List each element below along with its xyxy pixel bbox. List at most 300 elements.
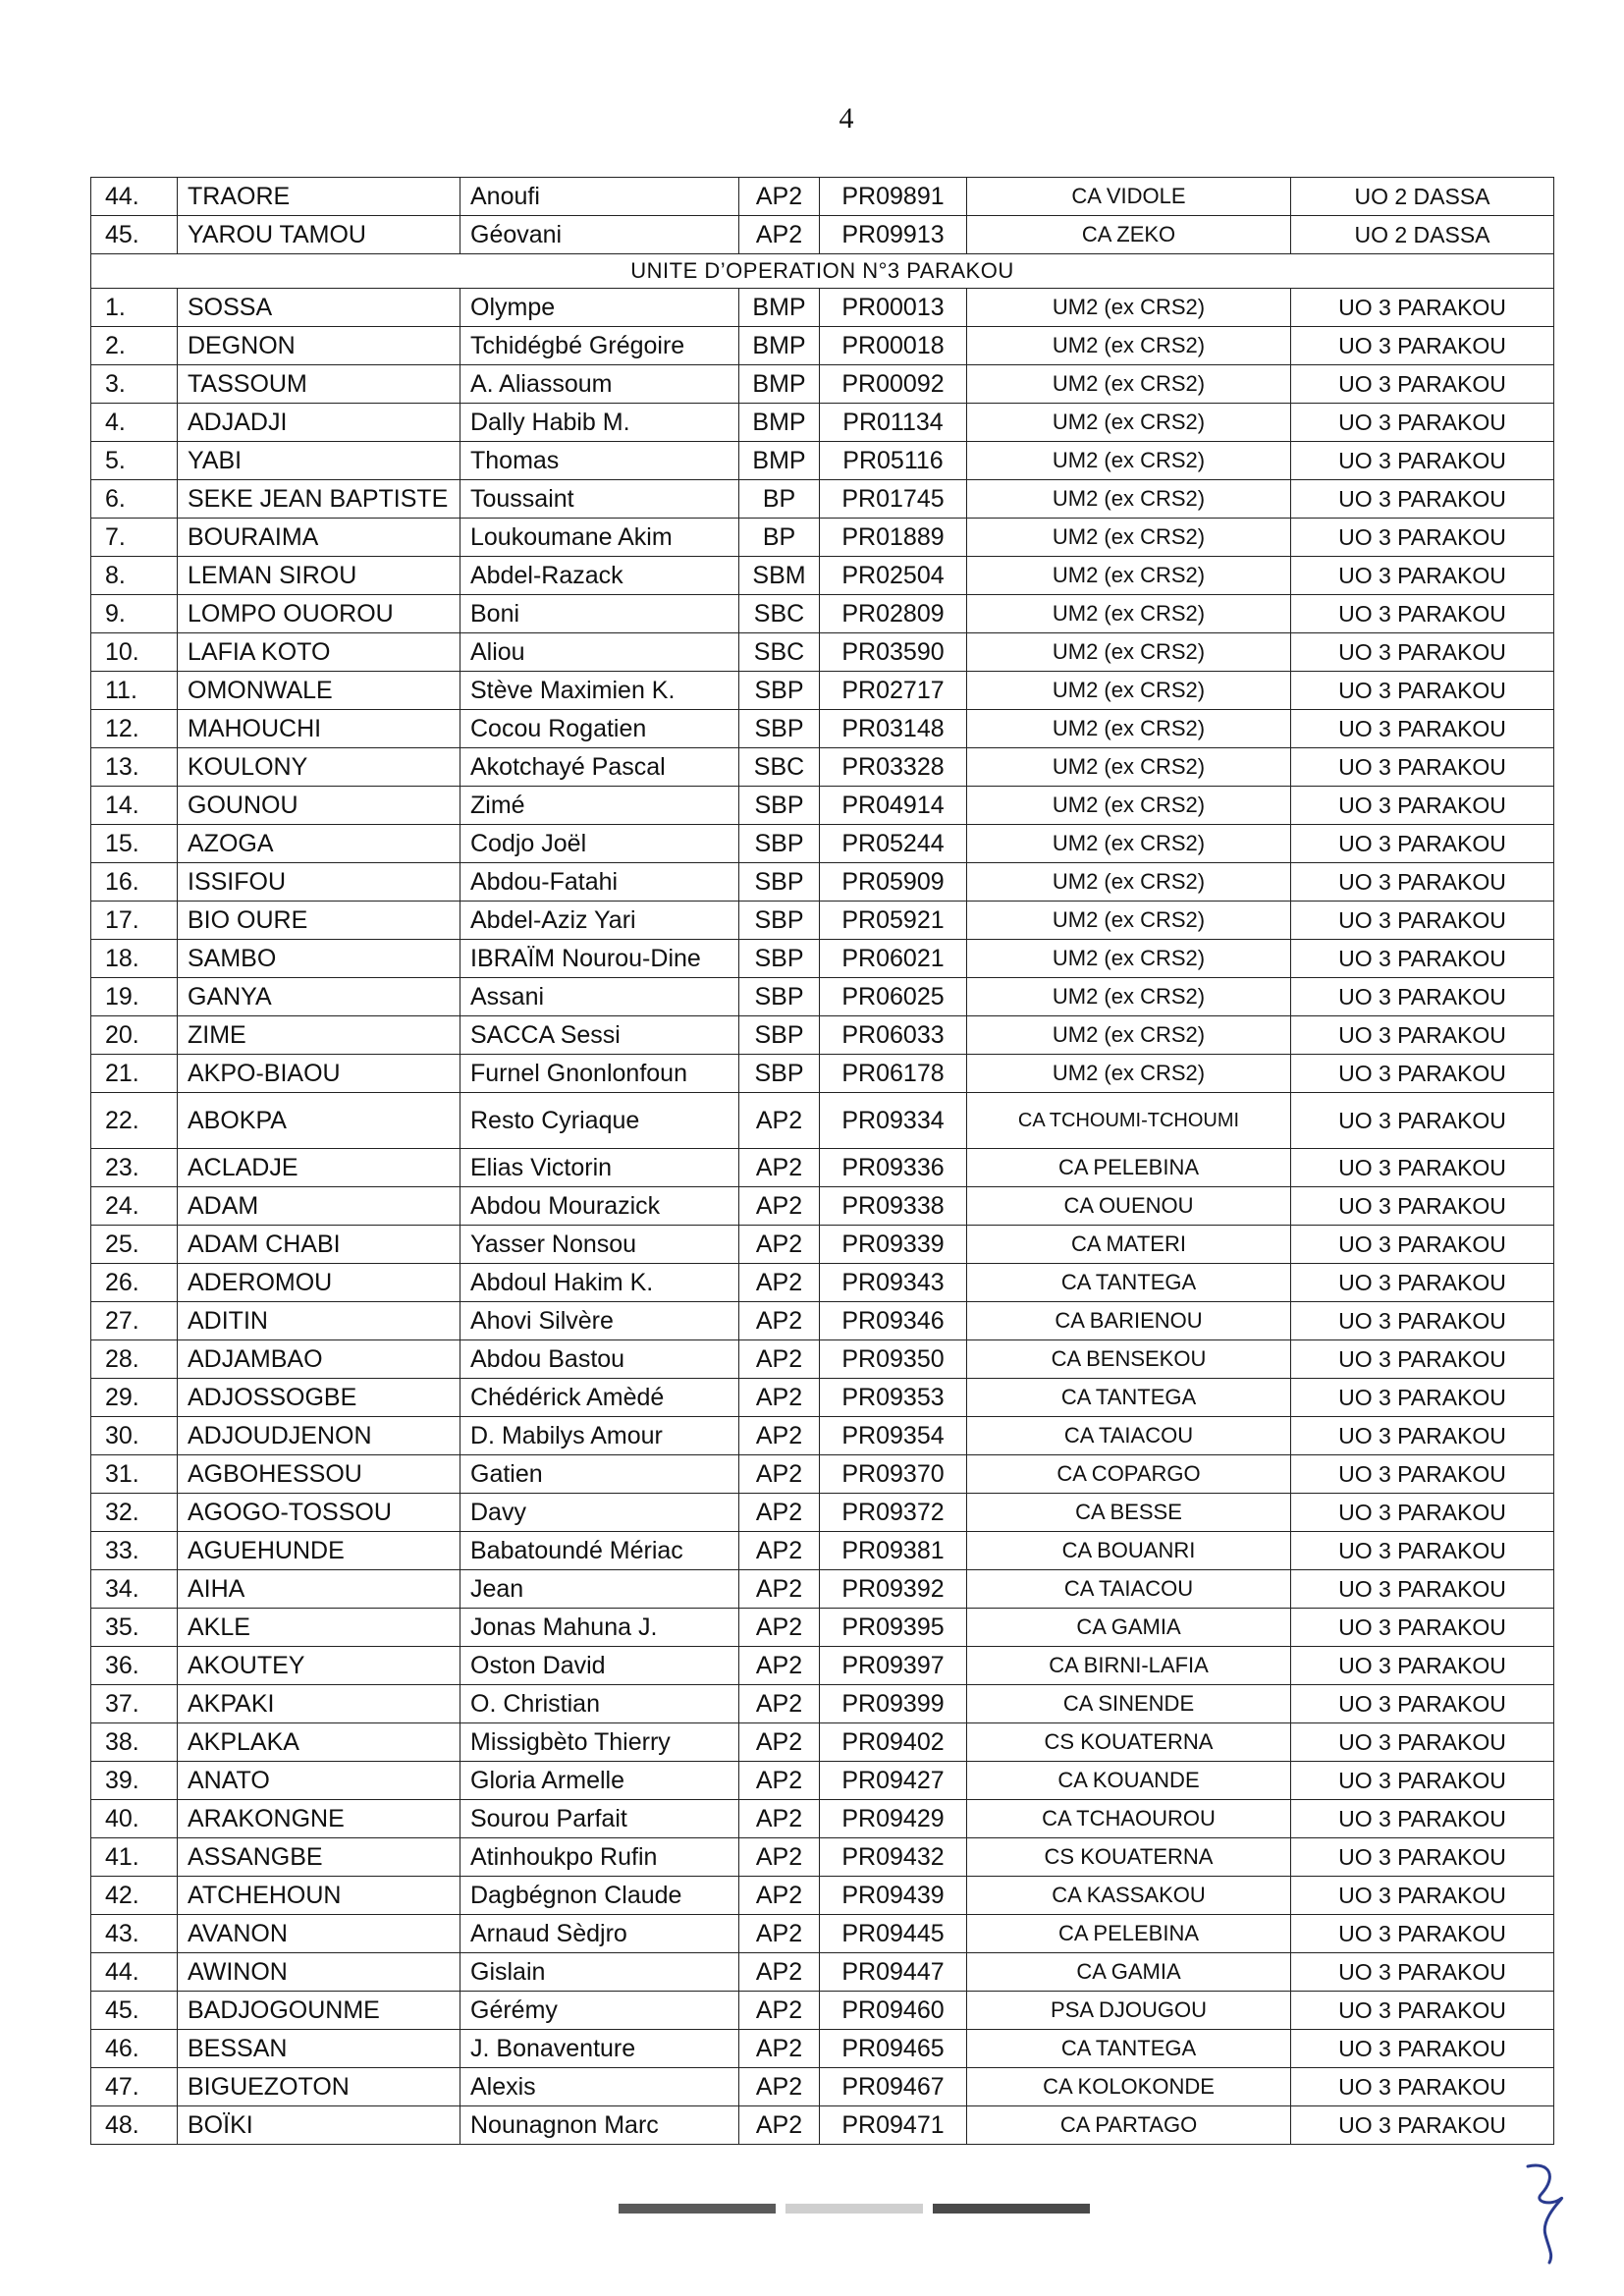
operation-unit: UO 3 PARAKOU: [1291, 2106, 1554, 2145]
operation-unit: UO 3 PARAKOU: [1291, 825, 1554, 863]
operation-unit: UO 3 PARAKOU: [1291, 633, 1554, 672]
surname: OMONWALE: [178, 672, 460, 710]
table-row: [91, 1340, 1554, 1379]
row-number: 23.: [91, 1149, 178, 1187]
table-row: [91, 1915, 1554, 1953]
row-number: 30.: [91, 1417, 178, 1455]
first-names: Sourou Parfait: [460, 1800, 739, 1838]
table-row: [91, 1494, 1554, 1532]
surname: BOÏKI: [178, 2106, 460, 2145]
surname: SAMBO: [178, 940, 460, 978]
first-names: Elias Victorin: [460, 1149, 739, 1187]
surname: ADEROMOU: [178, 1264, 460, 1302]
operation-unit: UO 3 PARAKOU: [1291, 1877, 1554, 1915]
assignment-unit: CA KOLOKONDE: [967, 2068, 1291, 2106]
registration-number: PR09467: [820, 2068, 967, 2106]
grade: AP2: [739, 1609, 820, 1647]
operation-unit: UO 3 PARAKOU: [1291, 1609, 1554, 1647]
row-number: 26.: [91, 1264, 178, 1302]
operation-unit: UO 3 PARAKOU: [1291, 863, 1554, 902]
table-row: [91, 2068, 1554, 2106]
row-number: 45.: [91, 216, 178, 254]
assignment-unit: CA SINENDE: [967, 1685, 1291, 1723]
surname: LOMPO OUOROU: [178, 595, 460, 633]
grade: AP2: [739, 1532, 820, 1570]
section-header: [91, 254, 1554, 289]
operation-unit: UO 3 PARAKOU: [1291, 1264, 1554, 1302]
operation-unit: UO 3 PARAKOU: [1291, 940, 1554, 978]
grade: AP2: [739, 1379, 820, 1417]
surname: ATCHEHOUN: [178, 1877, 460, 1915]
surname: BOURAIMA: [178, 519, 460, 557]
registration-number: PR05244: [820, 825, 967, 863]
row-number: 35.: [91, 1609, 178, 1647]
row-number: 37.: [91, 1685, 178, 1723]
registration-number: PR09471: [820, 2106, 967, 2145]
row-number: 3.: [91, 365, 178, 404]
assignment-unit: UM2 (ex CRS2): [967, 289, 1291, 327]
assignment-unit: CA TANTEGA: [967, 2030, 1291, 2068]
first-names: SACCA Sessi: [460, 1016, 739, 1055]
table-row: [91, 1455, 1554, 1494]
operation-unit: UO 3 PARAKOU: [1291, 1016, 1554, 1055]
table-row: [91, 404, 1554, 442]
registration-number: PR09429: [820, 1800, 967, 1838]
row-number: 36.: [91, 1647, 178, 1685]
first-names: Codjo Joël: [460, 825, 739, 863]
first-names: Stève Maximien K.: [460, 672, 739, 710]
grade: SBP: [739, 710, 820, 748]
operation-unit: UO 3 PARAKOU: [1291, 787, 1554, 825]
table-row: [91, 902, 1554, 940]
registration-number: PR09432: [820, 1838, 967, 1877]
registration-number: PR06025: [820, 978, 967, 1016]
grade: AP2: [739, 1647, 820, 1685]
registration-number: PR02717: [820, 672, 967, 710]
first-names: Toussaint: [460, 480, 739, 519]
assignment-unit: UM2 (ex CRS2): [967, 710, 1291, 748]
assignment-unit: CA GAMIA: [967, 1953, 1291, 1992]
table-row: [91, 1016, 1554, 1055]
grade: SBP: [739, 1016, 820, 1055]
row-number: 43.: [91, 1915, 178, 1953]
surname: DEGNON: [178, 327, 460, 365]
first-names: Alexis: [460, 2068, 739, 2106]
table-row: [91, 2106, 1554, 2145]
row-number: 15.: [91, 825, 178, 863]
first-names: Gloria Armelle: [460, 1762, 739, 1800]
assignment-unit: CA COPARGO: [967, 1455, 1291, 1494]
row-number: 22.: [91, 1093, 178, 1149]
signature-mark: [1520, 2157, 1579, 2265]
table-row: [91, 710, 1554, 748]
section-rows: [91, 289, 1554, 2145]
operation-unit: UO 3 PARAKOU: [1291, 1379, 1554, 1417]
grade: BP: [739, 519, 820, 557]
operation-unit: UO 3 PARAKOU: [1291, 1494, 1554, 1532]
assignment-unit: UM2 (ex CRS2): [967, 595, 1291, 633]
surname: SOSSA: [178, 289, 460, 327]
operation-unit: UO 3 PARAKOU: [1291, 1570, 1554, 1609]
grade: AP2: [739, 1838, 820, 1877]
row-number: 1.: [91, 289, 178, 327]
first-names: Loukoumane Akim: [460, 519, 739, 557]
assignment-unit: CA PELEBINA: [967, 1915, 1291, 1953]
grade: AP2: [739, 1093, 820, 1149]
first-names: Resto Cyriaque: [460, 1093, 739, 1149]
registration-number: PR01745: [820, 480, 967, 519]
grade: AP2: [739, 1915, 820, 1953]
surname: BIGUEZOTON: [178, 2068, 460, 2106]
operation-unit: UO 3 PARAKOU: [1291, 404, 1554, 442]
grade: SBM: [739, 557, 820, 595]
surname: GANYA: [178, 978, 460, 1016]
assignment-unit: CA PARTAGO: [967, 2106, 1291, 2145]
table-row: [91, 1723, 1554, 1762]
table-row: [91, 1992, 1554, 2030]
row-number: 41.: [91, 1838, 178, 1877]
row-number: 10.: [91, 633, 178, 672]
surname: ADJOSSOGBE: [178, 1379, 460, 1417]
operation-unit: UO 3 PARAKOU: [1291, 1992, 1554, 2030]
registration-number: PR09353: [820, 1379, 967, 1417]
registration-number: PR09346: [820, 1302, 967, 1340]
registration-number: PR00092: [820, 365, 967, 404]
first-names: Atinhoukpo Rufin: [460, 1838, 739, 1877]
grade: AP2: [739, 1953, 820, 1992]
grade: AP2: [739, 1494, 820, 1532]
row-number: 39.: [91, 1762, 178, 1800]
row-number: 38.: [91, 1723, 178, 1762]
registration-number: PR09372: [820, 1494, 967, 1532]
surname: LEMAN SIROU: [178, 557, 460, 595]
surname: YAROU TAMOU: [178, 216, 460, 254]
surname: ADITIN: [178, 1302, 460, 1340]
grade: AP2: [739, 178, 820, 216]
grade: SBP: [739, 825, 820, 863]
operation-unit: UO 3 PARAKOU: [1291, 1187, 1554, 1226]
first-names: Babatoundé Mériac: [460, 1532, 739, 1570]
row-number: 19.: [91, 978, 178, 1016]
row-number: 31.: [91, 1455, 178, 1494]
table-row: [91, 1953, 1554, 1992]
first-names: Abdou Mourazick: [460, 1187, 739, 1226]
first-names: A. Aliassoum: [460, 365, 739, 404]
table-row: [91, 2030, 1554, 2068]
surname: MAHOUCHI: [178, 710, 460, 748]
assignment-unit: CA TAIACOU: [967, 1417, 1291, 1455]
grade: SBP: [739, 1055, 820, 1093]
registration-number: PR05921: [820, 902, 967, 940]
surname: AVANON: [178, 1915, 460, 1953]
operation-unit: UO 3 PARAKOU: [1291, 1838, 1554, 1877]
grade: AP2: [739, 1264, 820, 1302]
registration-number: PR09395: [820, 1609, 967, 1647]
grade: BMP: [739, 289, 820, 327]
operation-unit: UO 3 PARAKOU: [1291, 2068, 1554, 2106]
registration-number: PR09447: [820, 1953, 967, 1992]
first-names: Abdou-Fatahi: [460, 863, 739, 902]
registration-number: PR06178: [820, 1055, 967, 1093]
grade: SBP: [739, 863, 820, 902]
grade: AP2: [739, 2106, 820, 2145]
personnel-table: [90, 177, 1554, 2145]
row-number: 44.: [91, 178, 178, 216]
registration-number: PR03328: [820, 748, 967, 787]
assignment-unit: UM2 (ex CRS2): [967, 940, 1291, 978]
registration-number: PR09354: [820, 1417, 967, 1455]
surname: YABI: [178, 442, 460, 480]
row-number: 47.: [91, 2068, 178, 2106]
registration-number: PR09350: [820, 1340, 967, 1379]
operation-unit: UO 3 PARAKOU: [1291, 1953, 1554, 1992]
assignment-unit: UM2 (ex CRS2): [967, 1016, 1291, 1055]
grade: SBP: [739, 978, 820, 1016]
operation-unit: UO 3 PARAKOU: [1291, 978, 1554, 1016]
surname: AGBOHESSOU: [178, 1455, 460, 1494]
first-names: Arnaud Sèdjro: [460, 1915, 739, 1953]
first-names: Oston David: [460, 1647, 739, 1685]
surname: AZOGA: [178, 825, 460, 863]
row-number: 7.: [91, 519, 178, 557]
surname: ABOKPA: [178, 1093, 460, 1149]
row-number: 44.: [91, 1953, 178, 1992]
assignment-unit: UM2 (ex CRS2): [967, 863, 1291, 902]
first-names: Jonas Mahuna J.: [460, 1609, 739, 1647]
surname: ADJAMBAO: [178, 1340, 460, 1379]
operation-unit: UO 3 PARAKOU: [1291, 557, 1554, 595]
row-number: 24.: [91, 1187, 178, 1226]
operation-unit: UO 3 PARAKOU: [1291, 1417, 1554, 1455]
assignment-unit: CA BOUANRI: [967, 1532, 1291, 1570]
operation-unit: UO 3 PARAKOU: [1291, 1226, 1554, 1264]
assignment-unit: CA KASSAKOU: [967, 1877, 1291, 1915]
first-names: Olympe: [460, 289, 739, 327]
grade: AP2: [739, 1685, 820, 1723]
first-names: Chédérick Amèdé: [460, 1379, 739, 1417]
assignment-unit: CA OUENOU: [967, 1187, 1291, 1226]
row-number: 5.: [91, 442, 178, 480]
operation-unit: UO 3 PARAKOU: [1291, 748, 1554, 787]
surname: LAFIA KOTO: [178, 633, 460, 672]
assignment-unit: UM2 (ex CRS2): [967, 480, 1291, 519]
row-number: 28.: [91, 1340, 178, 1379]
surname: GOUNOU: [178, 787, 460, 825]
grade: BMP: [739, 327, 820, 365]
grade: AP2: [739, 216, 820, 254]
table-row: [91, 1149, 1554, 1187]
row-number: 29.: [91, 1379, 178, 1417]
registration-number: PR04914: [820, 787, 967, 825]
operation-unit: UO 2 DASSA: [1291, 216, 1554, 254]
assignment-unit: CA KOUANDE: [967, 1762, 1291, 1800]
registration-number: PR09392: [820, 1570, 967, 1609]
registration-number: PR09343: [820, 1264, 967, 1302]
operation-unit: UO 3 PARAKOU: [1291, 1685, 1554, 1723]
operation-unit: UO 3 PARAKOU: [1291, 519, 1554, 557]
grade: AP2: [739, 1455, 820, 1494]
registration-number: PR09913: [820, 216, 967, 254]
grade: AP2: [739, 2068, 820, 2106]
surname: SEKE JEAN BAPTISTE: [178, 480, 460, 519]
first-names: Abdel-Razack: [460, 557, 739, 595]
row-number: 45.: [91, 1992, 178, 2030]
assignment-unit: CA TANTEGA: [967, 1264, 1291, 1302]
operation-unit: UO 3 PARAKOU: [1291, 1093, 1554, 1149]
footer-bar: [785, 2204, 923, 2214]
surname: BESSAN: [178, 2030, 460, 2068]
registration-number: PR03590: [820, 633, 967, 672]
table-row: [91, 480, 1554, 519]
grade: AP2: [739, 1570, 820, 1609]
table-row: [91, 672, 1554, 710]
assignment-unit: UM2 (ex CRS2): [967, 902, 1291, 940]
operation-unit: UO 3 PARAKOU: [1291, 1455, 1554, 1494]
row-number: 14.: [91, 787, 178, 825]
assignment-unit: UM2 (ex CRS2): [967, 978, 1291, 1016]
first-names: Boni: [460, 595, 739, 633]
assignment-unit: CS KOUATERNA: [967, 1723, 1291, 1762]
table-row: [91, 787, 1554, 825]
operation-unit: UO 3 PARAKOU: [1291, 902, 1554, 940]
assignment-unit: UM2 (ex CRS2): [967, 787, 1291, 825]
table-row: [91, 216, 1554, 254]
row-number: 34.: [91, 1570, 178, 1609]
table-row: [91, 1302, 1554, 1340]
registration-number: PR01134: [820, 404, 967, 442]
registration-number: PR09891: [820, 178, 967, 216]
operation-unit: UO 3 PARAKOU: [1291, 1340, 1554, 1379]
previous-section-rows: [91, 178, 1554, 254]
table-row: [91, 748, 1554, 787]
first-names: Dally Habib M.: [460, 404, 739, 442]
first-names: Anoufi: [460, 178, 739, 216]
grade: AP2: [739, 1187, 820, 1226]
row-number: 17.: [91, 902, 178, 940]
surname: TRAORE: [178, 178, 460, 216]
assignment-unit: CA MATERI: [967, 1226, 1291, 1264]
registration-number: PR09370: [820, 1455, 967, 1494]
grade: AP2: [739, 1226, 820, 1264]
first-names: Dagbégnon Claude: [460, 1877, 739, 1915]
surname: ASSANGBE: [178, 1838, 460, 1877]
table-row: [91, 519, 1554, 557]
grade: SBC: [739, 748, 820, 787]
surname: BADJOGOUNME: [178, 1992, 460, 2030]
registration-number: PR00018: [820, 327, 967, 365]
assignment-unit: CA BIRNI-LAFIA: [967, 1647, 1291, 1685]
first-names: Gislain: [460, 1953, 739, 1992]
registration-number: PR09402: [820, 1723, 967, 1762]
assignment-unit: CA TANTEGA: [967, 1379, 1291, 1417]
table-row: [91, 1093, 1554, 1149]
row-number: 40.: [91, 1800, 178, 1838]
first-names: Abdoul Hakim K.: [460, 1264, 739, 1302]
first-names: Abdel-Aziz Yari: [460, 902, 739, 940]
registration-number: PR09460: [820, 1992, 967, 2030]
table-row: [91, 1379, 1554, 1417]
table-row: [91, 1647, 1554, 1685]
operation-unit: UO 3 PARAKOU: [1291, 1723, 1554, 1762]
grade: AP2: [739, 2030, 820, 2068]
table-row: [91, 1762, 1554, 1800]
surname: AWINON: [178, 1953, 460, 1992]
registration-number: PR00013: [820, 289, 967, 327]
table-row: [91, 365, 1554, 404]
registration-number: PR09399: [820, 1685, 967, 1723]
surname: AKPLAKA: [178, 1723, 460, 1762]
first-names: J. Bonaventure: [460, 2030, 739, 2068]
page-number: 4: [839, 102, 854, 135]
surname: AGOGO-TOSSOU: [178, 1494, 460, 1532]
table-row: [91, 1264, 1554, 1302]
assignment-unit: UM2 (ex CRS2): [967, 825, 1291, 863]
operation-unit: UO 3 PARAKOU: [1291, 1915, 1554, 1953]
registration-number: PR09397: [820, 1647, 967, 1685]
grade: AP2: [739, 1340, 820, 1379]
table-row: [91, 1800, 1554, 1838]
assignment-unit: CA TCHAOUROU: [967, 1800, 1291, 1838]
assignment-unit: CA VIDOLE: [967, 178, 1291, 216]
assignment-unit: PSA DJOUGOU: [967, 1992, 1291, 2030]
surname: ADAM: [178, 1187, 460, 1226]
surname: KOULONY: [178, 748, 460, 787]
registration-number: PR02809: [820, 595, 967, 633]
surname: ADJOUDJENON: [178, 1417, 460, 1455]
assignment-unit: UM2 (ex CRS2): [967, 748, 1291, 787]
row-number: 18.: [91, 940, 178, 978]
operation-unit: UO 3 PARAKOU: [1291, 1149, 1554, 1187]
row-number: 46.: [91, 2030, 178, 2068]
surname: TASSOUM: [178, 365, 460, 404]
registration-number: PR09439: [820, 1877, 967, 1915]
registration-number: PR05116: [820, 442, 967, 480]
first-names: Gérémy: [460, 1992, 739, 2030]
operation-unit: UO 2 DASSA: [1291, 178, 1554, 216]
row-number: 32.: [91, 1494, 178, 1532]
operation-unit: UO 3 PARAKOU: [1291, 1302, 1554, 1340]
grade: BP: [739, 480, 820, 519]
row-number: 11.: [91, 672, 178, 710]
surname: AKPO-BIAOU: [178, 1055, 460, 1093]
surname: ZIME: [178, 1016, 460, 1055]
first-names: Zimé: [460, 787, 739, 825]
registration-number: PR09427: [820, 1762, 967, 1800]
row-number: 25.: [91, 1226, 178, 1264]
grade: SBP: [739, 902, 820, 940]
surname: AGUEHUNDE: [178, 1532, 460, 1570]
surname: ADAM CHABI: [178, 1226, 460, 1264]
surname: AKPAKI: [178, 1685, 460, 1723]
table-row: [91, 557, 1554, 595]
table-row: [91, 825, 1554, 863]
first-names: Gatien: [460, 1455, 739, 1494]
footer-bar: [619, 2204, 776, 2214]
surname: ARAKONGNE: [178, 1800, 460, 1838]
table-row: [91, 1187, 1554, 1226]
table-row: [91, 289, 1554, 327]
row-number: 42.: [91, 1877, 178, 1915]
first-names: D. Mabilys Amour: [460, 1417, 739, 1455]
assignment-unit: CA GAMIA: [967, 1609, 1291, 1647]
assignment-unit: CS KOUATERNA: [967, 1838, 1291, 1877]
grade: AP2: [739, 1762, 820, 1800]
grade: AP2: [739, 1723, 820, 1762]
surname: ADJADJI: [178, 404, 460, 442]
assignment-unit: UM2 (ex CRS2): [967, 404, 1291, 442]
assignment-unit: CA TCHOUMI-TCHOUMI: [967, 1093, 1291, 1149]
operation-unit: UO 3 PARAKOU: [1291, 1647, 1554, 1685]
